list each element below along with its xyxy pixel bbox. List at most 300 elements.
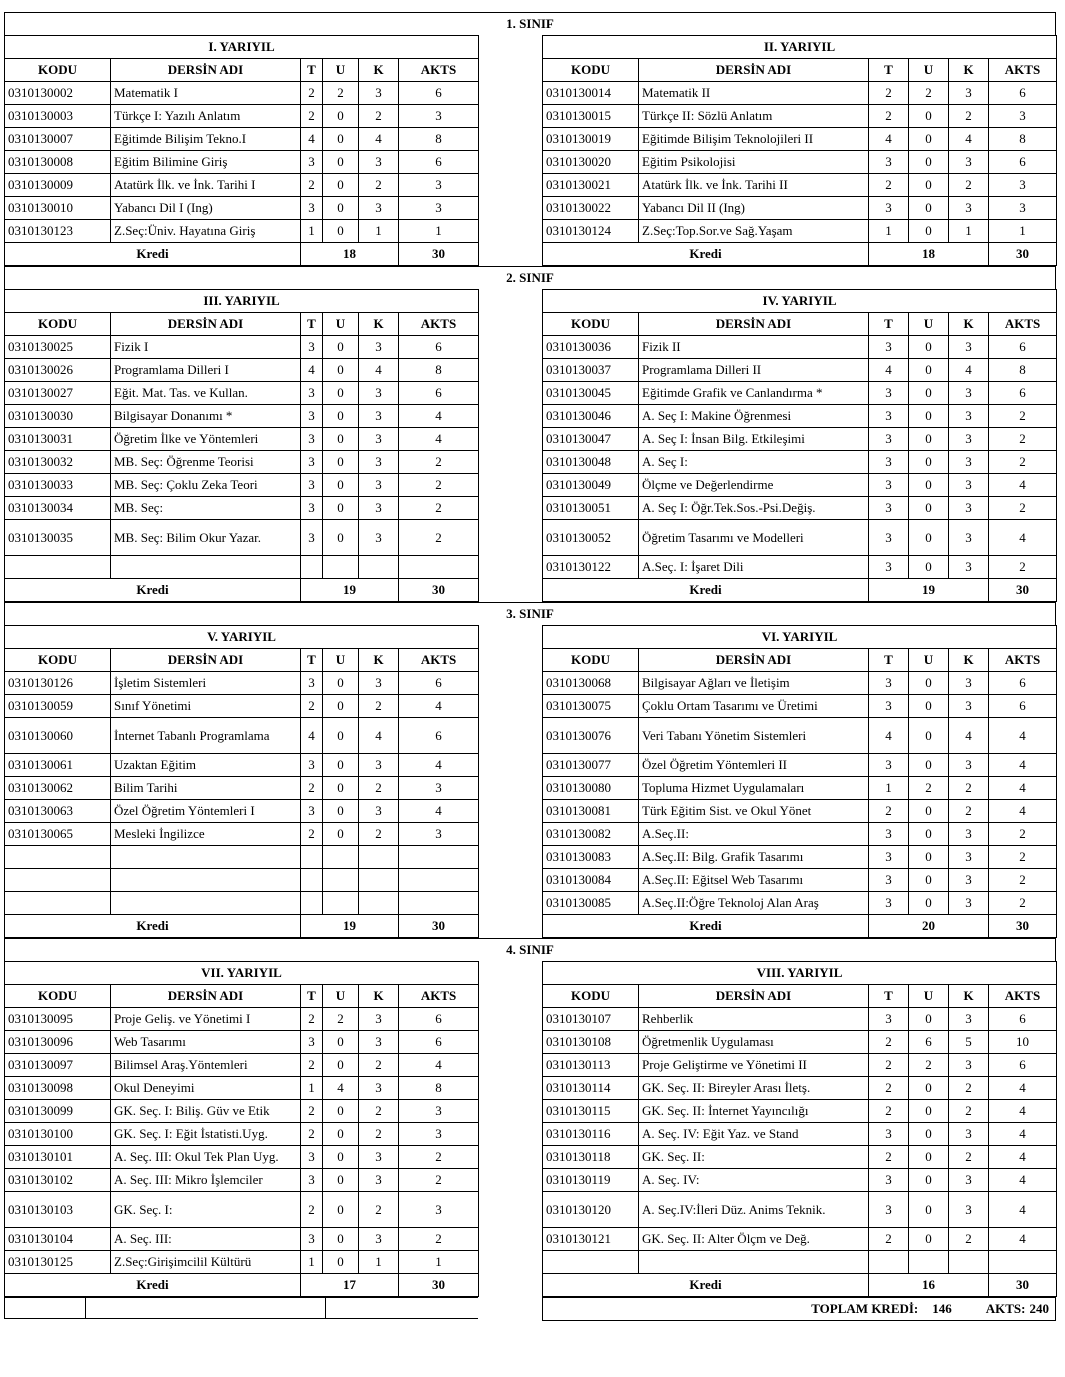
course-u: 0 [323, 1192, 359, 1228]
course-k: 3 [949, 151, 989, 174]
course-name: MB. Seç: Öğrenme Teorisi [111, 451, 301, 474]
course-name: A.Seç.II:Öğre Teknoloj Alan Araş [639, 892, 869, 915]
course-akts: 2 [989, 869, 1057, 892]
header-u: U [909, 59, 949, 82]
course-u: 2 [909, 1054, 949, 1077]
credit-label: Kredi [543, 1274, 869, 1297]
footer-blank-cells [4, 1297, 478, 1319]
course-u: 2 [909, 82, 949, 105]
column-header-row [543, 649, 1057, 672]
course-t [301, 892, 323, 915]
course-t [869, 1251, 909, 1274]
semester-left [4, 289, 478, 602]
course-akts: 3 [399, 1123, 479, 1146]
course-code: 0310130036 [543, 336, 639, 359]
course-k: 2 [359, 1123, 399, 1146]
course-name: Veri Tabanı Yönetim Sistemleri [639, 718, 869, 754]
course-k: 4 [949, 718, 989, 754]
course-u: 0 [909, 1008, 949, 1031]
akts-total: 30 [989, 1274, 1057, 1297]
course-k: 5 [949, 1031, 989, 1054]
course-code: 0310130063 [5, 800, 111, 823]
course-t: 3 [301, 474, 323, 497]
course-name [639, 1251, 869, 1274]
semester-table [4, 289, 479, 602]
akts-total: 30 [989, 579, 1057, 602]
course-name: A. Seç.IV:İleri Düz. Anims Teknik. [639, 1192, 869, 1228]
course-akts: 1 [989, 220, 1057, 243]
course-akts: 4 [989, 520, 1057, 556]
credit-label: Kredi [543, 243, 869, 266]
course-u: 0 [909, 359, 949, 382]
course-code: 0310130084 [543, 869, 639, 892]
course-name: Z.Seç:Üniv. Hayatına Giriş [111, 220, 301, 243]
course-code: 0310130076 [543, 718, 639, 754]
header-course-name: DERSİN ADI [639, 313, 869, 336]
course-name: Öğretim Tasarımı ve Modelleri [639, 520, 869, 556]
course-akts: 2 [989, 428, 1057, 451]
semester-table [4, 35, 479, 266]
course-akts: 2 [989, 497, 1057, 520]
credit-label: Kredi [5, 243, 301, 266]
course-row [543, 823, 1057, 846]
course-row [5, 197, 479, 220]
course-name: MB. Seç: Çoklu Zeka Teori [111, 474, 301, 497]
course-row [543, 1100, 1057, 1123]
course-code: 0310130077 [543, 754, 639, 777]
course-akts: 6 [989, 672, 1057, 695]
course-k: 2 [949, 800, 989, 823]
course-code: 0310130108 [543, 1031, 639, 1054]
course-t: 3 [869, 497, 909, 520]
course-u: 4 [323, 1077, 359, 1100]
course-code: 0310130115 [543, 1100, 639, 1123]
course-akts: 4 [989, 1192, 1057, 1228]
course-code: 0310130102 [5, 1169, 111, 1192]
year-header: 1. SINIF [4, 12, 1056, 35]
course-akts: 4 [399, 405, 479, 428]
semester-table [542, 289, 1057, 602]
course-u: 0 [909, 695, 949, 718]
course-name: Türkçe II: Sözlü Anlatım [639, 105, 869, 128]
course-row [543, 336, 1057, 359]
course-akts: 3 [399, 1100, 479, 1123]
akts-total: 30 [399, 1274, 479, 1297]
course-row [543, 1008, 1057, 1031]
course-k: 3 [949, 672, 989, 695]
semester-table [542, 961, 1057, 1297]
course-row [543, 82, 1057, 105]
course-code: 0310130080 [543, 777, 639, 800]
course-u: 0 [909, 1146, 949, 1169]
course-akts: 8 [399, 1077, 479, 1100]
header-course-name: DERSİN ADI [111, 649, 301, 672]
credit-label: Kredi [543, 579, 869, 602]
course-u: 0 [323, 359, 359, 382]
course-code: 0310130010 [5, 197, 111, 220]
course-row [5, 382, 479, 405]
course-t: 2 [869, 1031, 909, 1054]
course-row [5, 359, 479, 382]
header-u: U [323, 649, 359, 672]
course-akts: 4 [399, 754, 479, 777]
header-akts: AKTS [399, 649, 479, 672]
course-name: Topluma Hizmet Uygulamaları [639, 777, 869, 800]
course-row [5, 82, 479, 105]
course-t: 1 [301, 1251, 323, 1274]
header-code: KODU [5, 649, 111, 672]
course-code: 0310130103 [5, 1192, 111, 1228]
column-header-row [5, 649, 479, 672]
semester-right [542, 35, 1056, 266]
years-container [4, 12, 1056, 1297]
credit-total-row [5, 915, 479, 938]
course-name [111, 869, 301, 892]
course-akts [399, 846, 479, 869]
column-header-row [543, 313, 1057, 336]
course-t: 3 [869, 336, 909, 359]
course-u [909, 1251, 949, 1274]
course-u: 0 [909, 197, 949, 220]
course-akts: 2 [399, 1169, 479, 1192]
course-name: GK. Seç. II: Alter Ölçm ve Değ. [639, 1228, 869, 1251]
course-k: 3 [359, 1228, 399, 1251]
course-t: 3 [301, 1169, 323, 1192]
course-code: 0310130126 [5, 672, 111, 695]
header-code: KODU [543, 649, 639, 672]
year-section [4, 35, 1056, 266]
course-t: 3 [301, 405, 323, 428]
course-u: 0 [909, 1169, 949, 1192]
course-code: 0310130014 [543, 82, 639, 105]
header-k: K [359, 313, 399, 336]
course-name: Atatürk İlk. ve İnk. Tarihi II [639, 174, 869, 197]
course-k: 1 [949, 220, 989, 243]
course-name: Özel Öğretim Yöntemleri I [111, 800, 301, 823]
course-name: Türkçe I: Yazılı Anlatım [111, 105, 301, 128]
header-k: K [949, 313, 989, 336]
column-header-row [5, 59, 479, 82]
course-row [5, 556, 479, 579]
course-akts: 6 [989, 695, 1057, 718]
course-code: 0310130116 [543, 1123, 639, 1146]
course-code: 0310130065 [5, 823, 111, 846]
course-akts: 6 [989, 336, 1057, 359]
course-t: 3 [869, 382, 909, 405]
course-akts: 4 [989, 1228, 1057, 1251]
course-name: A. Seç. III: [111, 1228, 301, 1251]
course-akts: 6 [989, 1008, 1057, 1031]
header-k: K [949, 985, 989, 1008]
course-row [5, 105, 479, 128]
course-u: 6 [909, 1031, 949, 1054]
course-t: 3 [301, 497, 323, 520]
course-k: 3 [949, 520, 989, 556]
course-u: 0 [909, 1192, 949, 1228]
course-k: 3 [949, 428, 989, 451]
course-row [5, 1031, 479, 1054]
header-course-name: DERSİN ADI [639, 59, 869, 82]
header-akts: AKTS [399, 59, 479, 82]
header-u: U [323, 59, 359, 82]
course-code: 0310130015 [543, 105, 639, 128]
course-akts: 2 [989, 846, 1057, 869]
course-row [5, 474, 479, 497]
akts-total: 30 [989, 915, 1057, 938]
course-row [543, 672, 1057, 695]
course-code: 0310130033 [5, 474, 111, 497]
course-row [543, 128, 1057, 151]
course-row [543, 1251, 1057, 1274]
course-u: 0 [909, 174, 949, 197]
credit-total: 18 [869, 243, 989, 266]
course-row [5, 1192, 479, 1228]
course-akts: 6 [399, 672, 479, 695]
total-credits-value: 146 [932, 1301, 952, 1316]
course-akts: 8 [399, 128, 479, 151]
course-t: 3 [869, 672, 909, 695]
course-k: 2 [359, 1054, 399, 1077]
course-akts: 4 [989, 1123, 1057, 1146]
course-k: 2 [359, 105, 399, 128]
year-section [4, 289, 1056, 602]
course-code: 0310130062 [5, 777, 111, 800]
column-header-row [5, 985, 479, 1008]
course-akts: 3 [989, 197, 1057, 220]
course-u: 0 [323, 1169, 359, 1192]
course-row [543, 846, 1057, 869]
curriculum-table [4, 12, 1056, 1321]
course-k: 3 [949, 451, 989, 474]
course-t: 3 [301, 151, 323, 174]
course-k: 3 [359, 197, 399, 220]
course-name: MB. Seç: [111, 497, 301, 520]
course-k [359, 892, 399, 915]
course-row [5, 672, 479, 695]
course-name: Mesleki İngilizce [111, 823, 301, 846]
course-u: 0 [323, 451, 359, 474]
course-t: 3 [301, 382, 323, 405]
course-k: 2 [949, 1146, 989, 1169]
course-k: 2 [359, 1192, 399, 1228]
course-code: 0310130049 [543, 474, 639, 497]
course-code: 0310130031 [5, 428, 111, 451]
course-t: 2 [301, 1123, 323, 1146]
course-akts: 6 [399, 336, 479, 359]
course-akts: 8 [989, 359, 1057, 382]
course-akts: 4 [399, 1054, 479, 1077]
course-u: 0 [909, 105, 949, 128]
course-u: 0 [909, 128, 949, 151]
course-akts [399, 556, 479, 579]
header-course-name: DERSİN ADI [111, 59, 301, 82]
course-code: 0310130104 [5, 1228, 111, 1251]
course-akts: 4 [989, 1169, 1057, 1192]
header-k: K [949, 649, 989, 672]
course-name: GK. Seç. II: [639, 1146, 869, 1169]
course-code: 0310130099 [5, 1100, 111, 1123]
semester-left [4, 35, 478, 266]
course-row [5, 718, 479, 754]
footer-row [4, 1297, 1056, 1321]
course-u: 0 [909, 1077, 949, 1100]
course-row [5, 220, 479, 243]
course-row [543, 197, 1057, 220]
course-code: 0310130107 [543, 1008, 639, 1031]
course-row [5, 892, 479, 915]
course-t: 3 [869, 428, 909, 451]
course-row [543, 1169, 1057, 1192]
course-u: 0 [323, 754, 359, 777]
course-row [543, 359, 1057, 382]
course-k: 2 [949, 777, 989, 800]
course-k: 1 [359, 1251, 399, 1274]
course-t: 3 [301, 428, 323, 451]
semester-title: V. YARIYIL [5, 626, 479, 649]
course-u [323, 846, 359, 869]
course-u: 0 [323, 382, 359, 405]
course-akts: 2 [399, 474, 479, 497]
course-k: 4 [359, 128, 399, 151]
course-code: 0310130061 [5, 754, 111, 777]
semester-right [542, 625, 1056, 938]
course-k: 3 [949, 82, 989, 105]
course-code: 0310130002 [5, 82, 111, 105]
course-k [359, 556, 399, 579]
course-code: 0310130100 [5, 1123, 111, 1146]
course-t: 3 [301, 800, 323, 823]
course-row [5, 695, 479, 718]
credit-label: Kredi [5, 1274, 301, 1297]
header-course-name: DERSİN ADI [111, 985, 301, 1008]
semester-title: VI. YARIYIL [543, 626, 1057, 649]
total-credits-label: TOPLAM KREDİ: [811, 1301, 919, 1316]
course-row [543, 151, 1057, 174]
course-row [5, 1100, 479, 1123]
course-u: 0 [909, 1100, 949, 1123]
header-code: KODU [543, 59, 639, 82]
course-u: 2 [323, 82, 359, 105]
course-k: 3 [949, 1123, 989, 1146]
course-name: GK. Seç. I: Biliş. Güv ve Etik [111, 1100, 301, 1123]
header-k: K [359, 649, 399, 672]
course-code: 0310130095 [5, 1008, 111, 1031]
course-k: 3 [359, 1077, 399, 1100]
course-t: 3 [869, 556, 909, 579]
course-k: 3 [949, 197, 989, 220]
header-u: U [909, 985, 949, 1008]
header-code: KODU [5, 313, 111, 336]
course-code: 0310130083 [543, 846, 639, 869]
course-row [543, 869, 1057, 892]
course-u: 0 [323, 520, 359, 556]
credit-label: Kredi [5, 579, 301, 602]
course-akts [399, 869, 479, 892]
header-t: T [301, 985, 323, 1008]
course-name: A.Seç.II: Bilg. Grafik Tasarımı [639, 846, 869, 869]
course-name: Uzaktan Eğitim [111, 754, 301, 777]
year-header: 3. SINIF [4, 602, 1056, 625]
course-t: 3 [869, 846, 909, 869]
course-name: Proje Geliştirme ve Yönetimi II [639, 1054, 869, 1077]
course-code: 0310130009 [5, 174, 111, 197]
course-u: 0 [323, 128, 359, 151]
header-course-name: DERSİN ADI [111, 313, 301, 336]
course-k: 3 [359, 800, 399, 823]
course-k: 3 [359, 1008, 399, 1031]
column-header-row [5, 313, 479, 336]
course-t: 4 [869, 718, 909, 754]
course-t: 3 [869, 869, 909, 892]
course-name: Bilim Tarihi [111, 777, 301, 800]
course-u: 2 [909, 777, 949, 800]
semester-title: VII. YARIYIL [5, 962, 479, 985]
course-k: 3 [359, 672, 399, 695]
course-row [5, 1008, 479, 1031]
credit-total: 16 [869, 1274, 989, 1297]
course-name: Eğitim Psikolojisi [639, 151, 869, 174]
semester-title: I. YARIYIL [5, 36, 479, 59]
credit-total-row [543, 243, 1057, 266]
course-name: Matematik I [111, 82, 301, 105]
course-t: 3 [301, 451, 323, 474]
course-code: 0310130101 [5, 1146, 111, 1169]
course-t: 3 [869, 1192, 909, 1228]
year-header: 4. SINIF [4, 938, 1056, 961]
course-code: 0310130051 [543, 497, 639, 520]
course-akts: 6 [399, 718, 479, 754]
header-akts: AKTS [989, 313, 1057, 336]
course-t: 4 [869, 128, 909, 151]
header-k: K [949, 59, 989, 82]
course-akts: 4 [399, 695, 479, 718]
course-name: Bilimsel Araş.Yöntemleri [111, 1054, 301, 1077]
course-akts: 6 [399, 151, 479, 174]
course-row [543, 754, 1057, 777]
course-u [323, 556, 359, 579]
course-row [5, 497, 479, 520]
course-name: Sınıf Yönetimi [111, 695, 301, 718]
header-code: KODU [5, 59, 111, 82]
course-u: 0 [323, 428, 359, 451]
course-code: 0310130007 [5, 128, 111, 151]
course-code: 0310130003 [5, 105, 111, 128]
course-code: 0310130118 [543, 1146, 639, 1169]
course-t: 4 [869, 359, 909, 382]
course-code: 0310130021 [543, 174, 639, 197]
credit-total-row [5, 243, 479, 266]
course-name: Programlama Dilleri I [111, 359, 301, 382]
course-row [543, 1054, 1057, 1077]
course-u: 0 [909, 474, 949, 497]
course-u: 0 [909, 405, 949, 428]
course-akts: 6 [989, 1054, 1057, 1077]
course-name: GK. Seç. II: İnternet Yayıncılığı [639, 1100, 869, 1123]
course-name: GK. Seç. I: Eğit İstatisti.Uyg. [111, 1123, 301, 1146]
course-u: 0 [323, 1031, 359, 1054]
credit-total: 18 [301, 243, 399, 266]
course-code: 0310130113 [543, 1054, 639, 1077]
course-row [5, 174, 479, 197]
credit-total-row [543, 579, 1057, 602]
credit-total: 19 [301, 915, 399, 938]
course-row [543, 718, 1057, 754]
credit-total: 19 [301, 579, 399, 602]
header-t: T [301, 649, 323, 672]
course-name: A. Seç I: Öğr.Tek.Sos.-Psi.Değiş. [639, 497, 869, 520]
course-akts: 4 [989, 1077, 1057, 1100]
course-k: 3 [949, 1169, 989, 1192]
